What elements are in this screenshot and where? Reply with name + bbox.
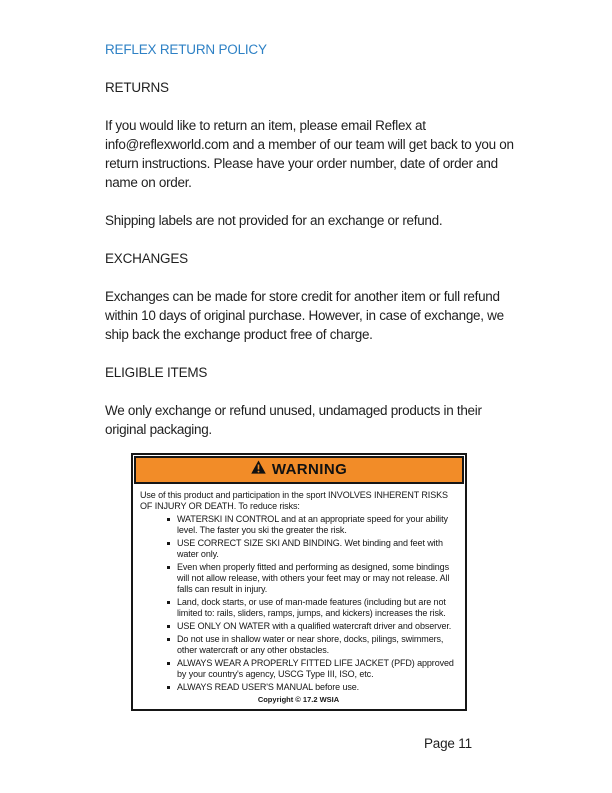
warning-intro-text: Use of this product and participation in the sport INVOLVES INHERENT RISKS OF INJURY OR DEATH. To reduce risks:: [140, 490, 448, 511]
warning-bullet: USE ONLY ON WATER with a qualified watercraft driver and observer.: [167, 621, 455, 632]
eligible-items-paragraph: We only exchange or refund unused, undamaged products in their original packaging.: [105, 403, 482, 437]
section-heading-exchanges: EXCHANGES: [105, 251, 188, 266]
returns-paragraph: If you would like to return an item, please email Reflex at info@reflexworld.com and a member of our team will get back to you on return instructions. Please have your order number, date of order and name on order.: [105, 118, 514, 190]
section-heading-eligible-items: ELIGIBLE ITEMS: [105, 365, 208, 380]
warning-bullet: Land, dock starts, or use of man-made features (including but are not limited to: rails, sliders, ramps, jumps, and kickers) increases the risk.: [167, 597, 455, 619]
warning-bullet: ALWAYS READ USER'S MANUAL before use.: [167, 682, 455, 693]
page-number: Page 11: [424, 736, 472, 751]
shipping-labels-paragraph: Shipping labels are not provided for an exchange or refund.: [105, 213, 443, 228]
warning-bullet: Do not use in shallow water or near shore, docks, pilings, swimmers, other watercraft or any other obstacles.: [167, 634, 455, 656]
warning-bullet: Even when properly fitted and performing as designed, some bindings will not allow release, with others your feet may or may not release. All falls can result in injury.: [167, 562, 455, 595]
warning-bullet: WATERSKI IN CONTROL and at an appropriate speed for your ability level. The faster you ski the greater the risk.: [167, 514, 455, 536]
warning-header: [134, 456, 464, 484]
warning-bullet-list: [140, 514, 457, 693]
warning-bullet: ALWAYS WEAR A PROPERLY FITTED LIFE JACKET (PFD) approved by your country's agency, USCG Type III, ISO, etc.: [167, 658, 455, 680]
page-title: REFLEX RETURN POLICY: [105, 42, 267, 57]
warning-copyright: Copyright © 17.2 WSIA: [257, 695, 340, 704]
section-heading-returns: RETURNS: [105, 80, 169, 95]
warning-bullet: USE CORRECT SIZE SKI AND BINDING. Wet binding and feet with water only.: [167, 538, 455, 560]
exchanges-paragraph: Exchanges can be made for store credit for another item or full refund within 10 days of original purchase. However, in case of exchange, we ship back the exchange product free of charge.: [105, 289, 504, 342]
warning-body: [133, 485, 465, 709]
warning-signal-word: WARNING: [271, 461, 348, 478]
warning-triangle-icon: [251, 460, 266, 479]
warning-label: [131, 453, 467, 711]
